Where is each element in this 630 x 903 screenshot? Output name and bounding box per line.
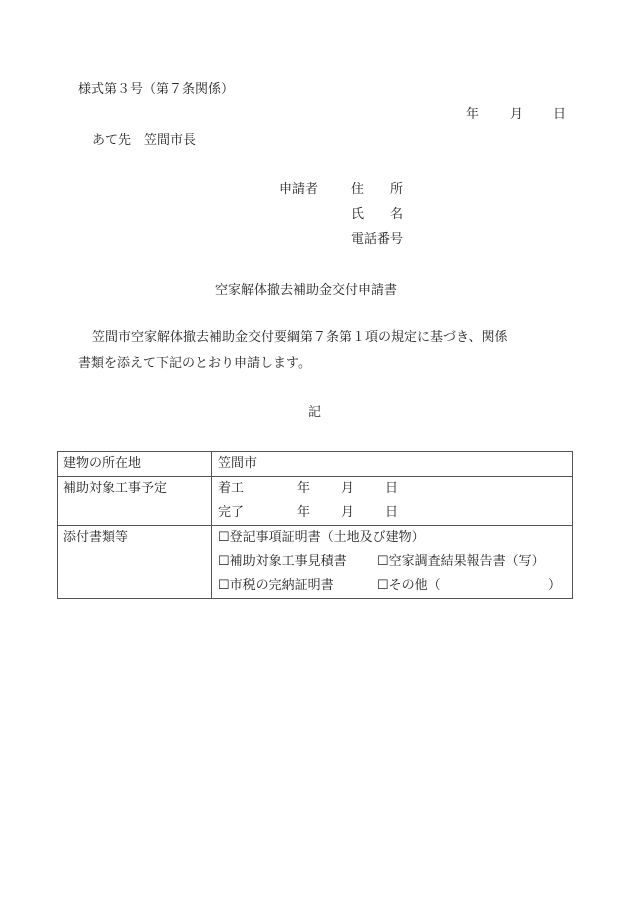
body-text-line2: 書類を添えて下記のとおり申請します。: [78, 356, 311, 371]
applicant-phone-label: 電話番号: [351, 232, 404, 247]
location-value: 笠間市: [218, 456, 258, 471]
attachments-label: 添付書類等: [63, 530, 129, 545]
attachment-line-1: [218, 526, 572, 550]
applicant-name-label: 氏 名: [351, 207, 404, 222]
attachment-estimate: ☐補助対象工事見積書: [218, 554, 347, 569]
schedule-end-line: [218, 501, 572, 525]
attachment-survey-report: ☐空家調査結果報告書（写）: [377, 554, 545, 569]
attachment-tax-certificate: ☐市税の完納証明書: [218, 578, 334, 593]
form-number: 様式第３号（第７条関係）: [78, 82, 235, 97]
schedule-end-day: 日: [385, 505, 399, 520]
schedule-start-day: 日: [385, 481, 399, 496]
date-month: 月: [510, 107, 524, 122]
detail-table: [57, 451, 573, 599]
attachment-other: ☐その他（: [377, 578, 441, 593]
date-day: 日: [553, 107, 567, 122]
applicant-label: 申請者: [279, 182, 319, 197]
schedule-start-year: 年: [297, 481, 311, 496]
body-text-line1: 笠間市空家解体撤去補助金交付要綱第７条第１項の規定に基づき、関係: [92, 330, 508, 345]
date-year: 年: [466, 107, 480, 122]
attachment-line-3: [218, 574, 572, 598]
addressee: あて先 笠間市長: [92, 133, 197, 148]
attachment-registry-certificate: ☐登記事項証明書（土地及び建物）: [218, 530, 425, 545]
ki-heading: 記: [308, 405, 322, 420]
table-row-location: [58, 452, 573, 477]
document-title: 空家解体撤去補助金交付申請書: [215, 283, 398, 298]
schedule-end-year: 年: [297, 505, 311, 520]
schedule-end-label: 完了: [218, 505, 245, 520]
schedule-start-line: [218, 477, 572, 501]
schedule-label: 補助対象工事予定: [63, 481, 168, 496]
attachment-line-2: [218, 550, 572, 574]
schedule-start-month: 月: [341, 481, 355, 496]
table-row-attachments: [58, 526, 573, 599]
attachment-other-close: ）: [548, 578, 562, 593]
schedule-end-month: 月: [341, 505, 355, 520]
applicant-address-label: 住 所: [351, 182, 404, 197]
location-label: 建物の所在地: [63, 456, 142, 471]
schedule-start-label: 着工: [218, 481, 245, 496]
table-row-schedule: [58, 477, 573, 526]
